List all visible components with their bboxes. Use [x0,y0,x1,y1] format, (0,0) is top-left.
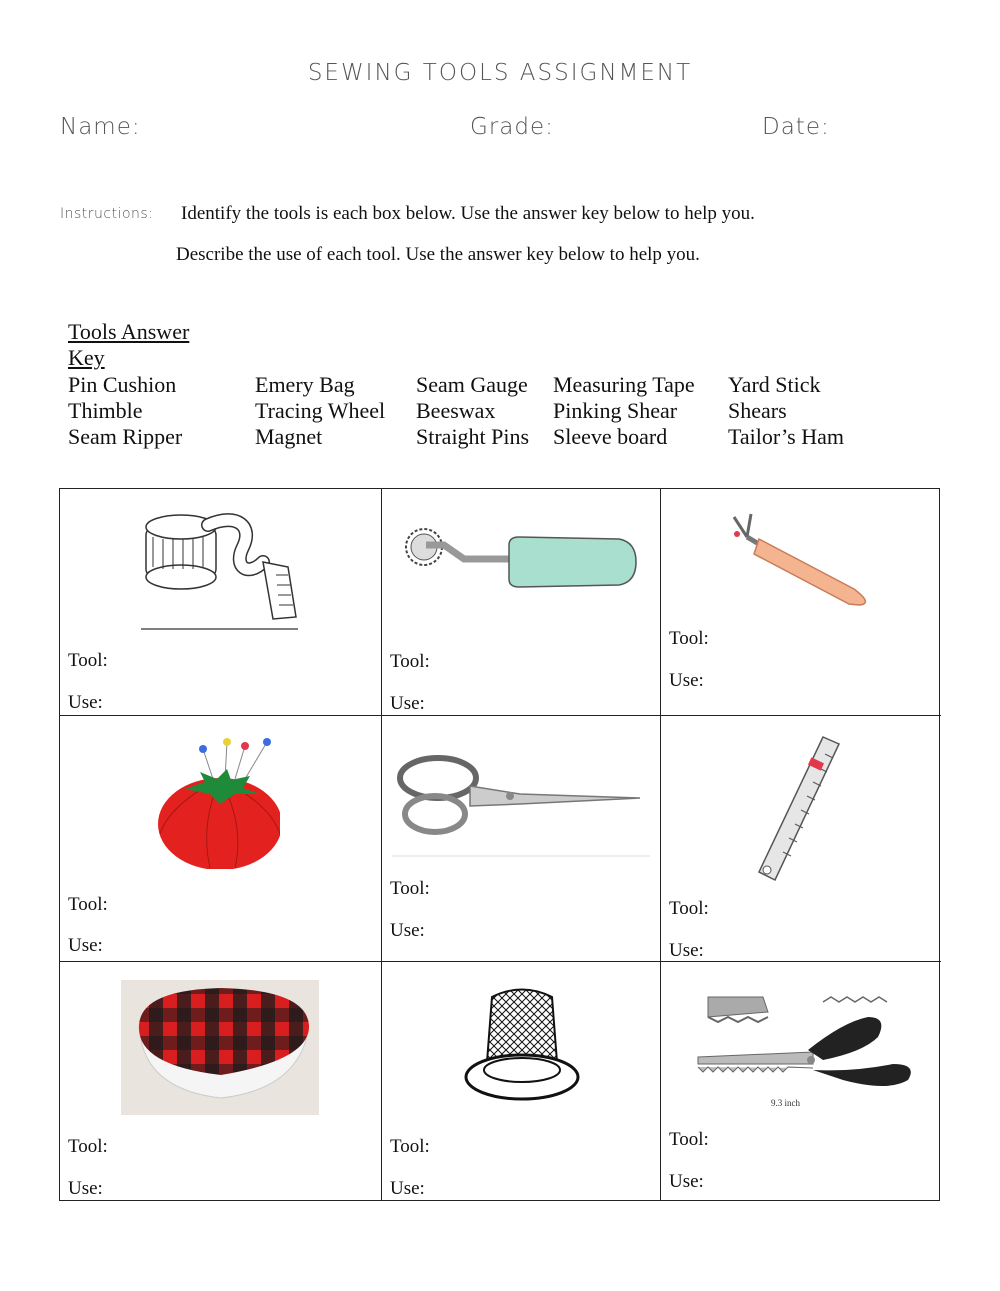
tool-label: Tool: [68,1136,108,1157]
shears-icon [390,746,652,861]
tool-label: Tool: [68,650,108,671]
sleeve-board-icon [121,980,319,1115]
tool-cell-6 [661,716,941,962]
tool-grid [59,488,940,1201]
tool-label: Tool: [669,628,709,649]
tool-cell-2 [382,489,661,716]
tool-cell-5 [382,716,661,962]
key-item: Seam Ripper [68,424,183,449]
pin-cushion-icon [155,734,280,869]
use-label: Use: [669,670,704,691]
key-item: Tailor’s Ham [728,424,844,449]
tool-cell-3 [661,489,941,716]
key-item: Pin Cushion [68,372,177,397]
tool-label: Tool: [390,651,430,672]
tool-cell-7 [60,962,382,1200]
tool-label: Tool: [669,898,709,919]
seam-gauge-icon [753,732,848,882]
tool-label: Tool: [669,1129,709,1150]
tool-cell-4 [60,716,382,962]
key-item: Yard Stick [728,372,821,397]
tool-cell-1 [60,489,382,716]
pinking-shear-caption: 9.3 inch [771,1098,800,1108]
tool-cell-8 [382,962,661,1200]
key-item: Emery Bag [255,372,355,397]
key-item: Sleeve board [553,424,668,449]
key-item: Seam Gauge [416,372,528,397]
key-item: Beeswax [416,398,496,423]
tool-label: Tool: [68,894,108,915]
use-label: Use: [390,693,425,714]
key-item: Shears [728,398,787,423]
instruction-line-1: Identify the tools is each box below. Use the answer key below to help you. [181,203,755,224]
key-item: Magnet [255,424,323,449]
key-item: Measuring Tape [553,372,695,397]
date-label: Date: [762,114,830,140]
name-label: Name: [60,114,141,140]
pinking-shear-icon [693,992,928,1117]
use-label: Use: [68,692,103,713]
tool-cell-9 [661,962,941,1200]
seam-ripper-icon [729,509,879,609]
thimble-icon [462,982,582,1117]
tool-label: Tool: [390,1136,430,1157]
instruction-line-2: Describe the use of each tool. Use the answer key below to help you. [176,244,700,265]
use-label: Use: [68,1178,103,1199]
use-label: Use: [390,1178,425,1199]
key-item: Tracing Wheel [255,398,386,423]
key-item: Thimble [68,398,143,423]
tool-label: Tool: [390,878,430,899]
use-label: Use: [390,920,425,941]
tracing-wheel-icon [404,507,639,597]
grade-label: Grade: [470,114,554,140]
measuring-tape-icon [138,507,303,632]
use-label: Use: [669,1171,704,1192]
use-label: Use: [68,935,103,956]
instructions-label: Instructions: [60,206,154,222]
answer-key-title: Tools Answer Key [68,319,190,370]
page-title: SEWING TOOLS ASSIGNMENT [307,60,693,86]
use-label: Use: [669,940,704,961]
key-item: Straight Pins [416,424,530,449]
key-item: Pinking Shear [553,398,678,423]
